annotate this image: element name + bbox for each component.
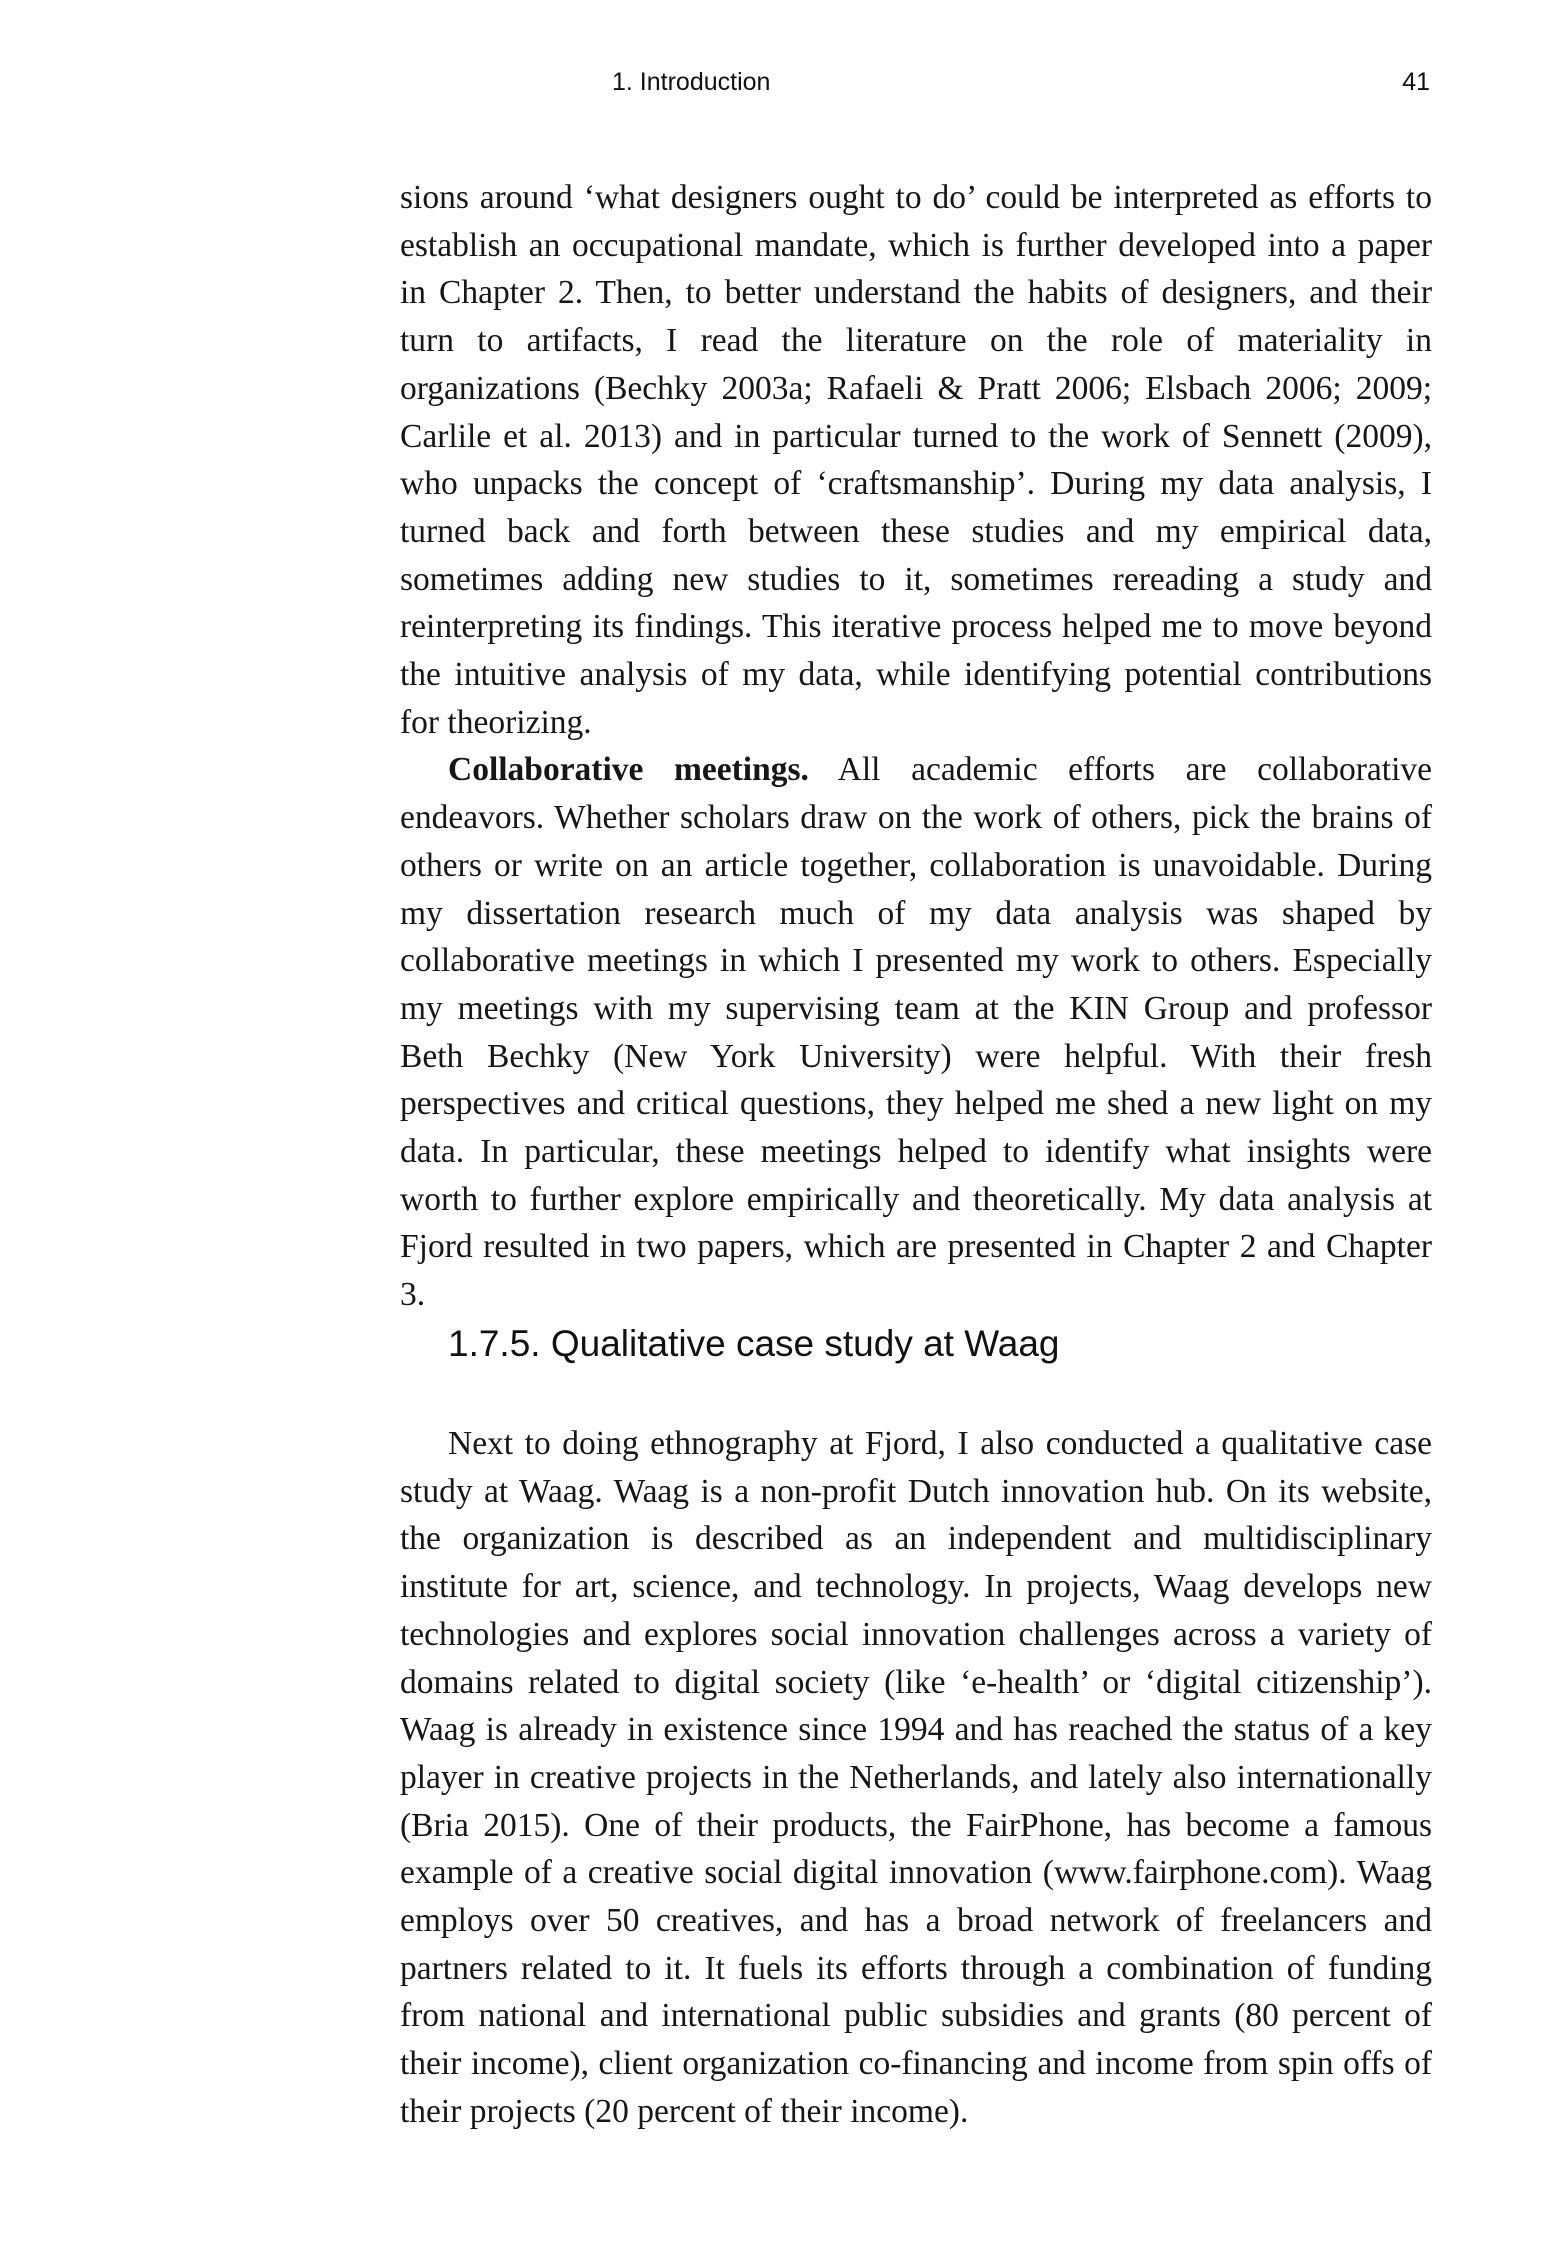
chapter-title: 1. Introduction — [612, 68, 771, 96]
paragraph-collaborative-meetings — [400, 746, 1432, 1318]
page-number: 41 — [1402, 68, 1430, 96]
paragraph-waag-case-study: Next to doing ethnography at Fjord, I also conducted a qualitative case study at Waag. Waag is a non-profit Dutch innovation hub. On its website, the organization is described as an independent and multidisciplinary institute for art, science, and technology. In projects, Waag develops new technologies and explores social innovation challenges across a variety of domains related to digital society (like ‘e-health’ or ‘digital citizenship’). Waag is already in existence since 1994 and has reached the status of a key player in creative projects in the Netherlands, and lately also internationally (Bria 2015). One of their products, the FairPhone, has become a famous example of a creative social digital innovation (www.fairphone.com). Waag employs over 50 creatives, and has a broad network of freelancers and partners related to it. It fuels its efforts through a combination of funding from national and international public subsidies and grants (80 percent of their income), client organization co-financing and income from spin offs of their projects (20 percent of their income). — [400, 1425, 1432, 2130]
section-heading: 1.7.5. Qualitative case study at Waag — [448, 1323, 1060, 1364]
paragraph-continuation: sions around ‘what designers ought to do’ could be interpreted as efforts to establish an occupational mandate, which is further developed into a paper in Chapter 2. Then, to better understand the habits of designers, and their turn to artifacts, I read the literature on the role of materiality in organizations (Bechky 2003a; Rafaeli & Pratt 2006; Elsbach 2006; 2009; Carlile et al. 2013) and in particular turned to the work of Sennett (2009), who unpacks the concept of ‘craftsmanship’. During my data analysis, I turned back and forth between these studies and my empirical data, sometimes adding new studies to it, sometimes rereading a study and reinterpreting its findings. This iterative process helped me to move beyond the intuitive analysis of my data, while identifying potential contributions for theorizing. — [400, 179, 1432, 741]
body-text-bottom — [400, 1420, 1432, 2136]
run-in-heading: Collaborative meetings. — [448, 751, 809, 789]
paragraph-body: All academic efforts are collaborative endeavors. Whether scholars draw on the work of others, pick the brains of others or write on an article together, collaboration is unavoidable. During my dissertation research much of my data analysis was shaped by collaborative meetings in which I presented my work to others. Especially my meetings with my supervising team at the KIN Group and professor Beth Bechky (New York University) were helpful. With their fresh perspectives and critical questions, they helped me shed a new light on my data. In particular, these meetings helped to identify what insights were worth to further explore empirically and theoretically. My data analysis at Fjord resulted in two papers, which are presented in Chapter 2 and Chapter 3. — [400, 751, 1432, 1314]
body-text-top — [400, 174, 1432, 1319]
running-header — [400, 68, 1448, 104]
